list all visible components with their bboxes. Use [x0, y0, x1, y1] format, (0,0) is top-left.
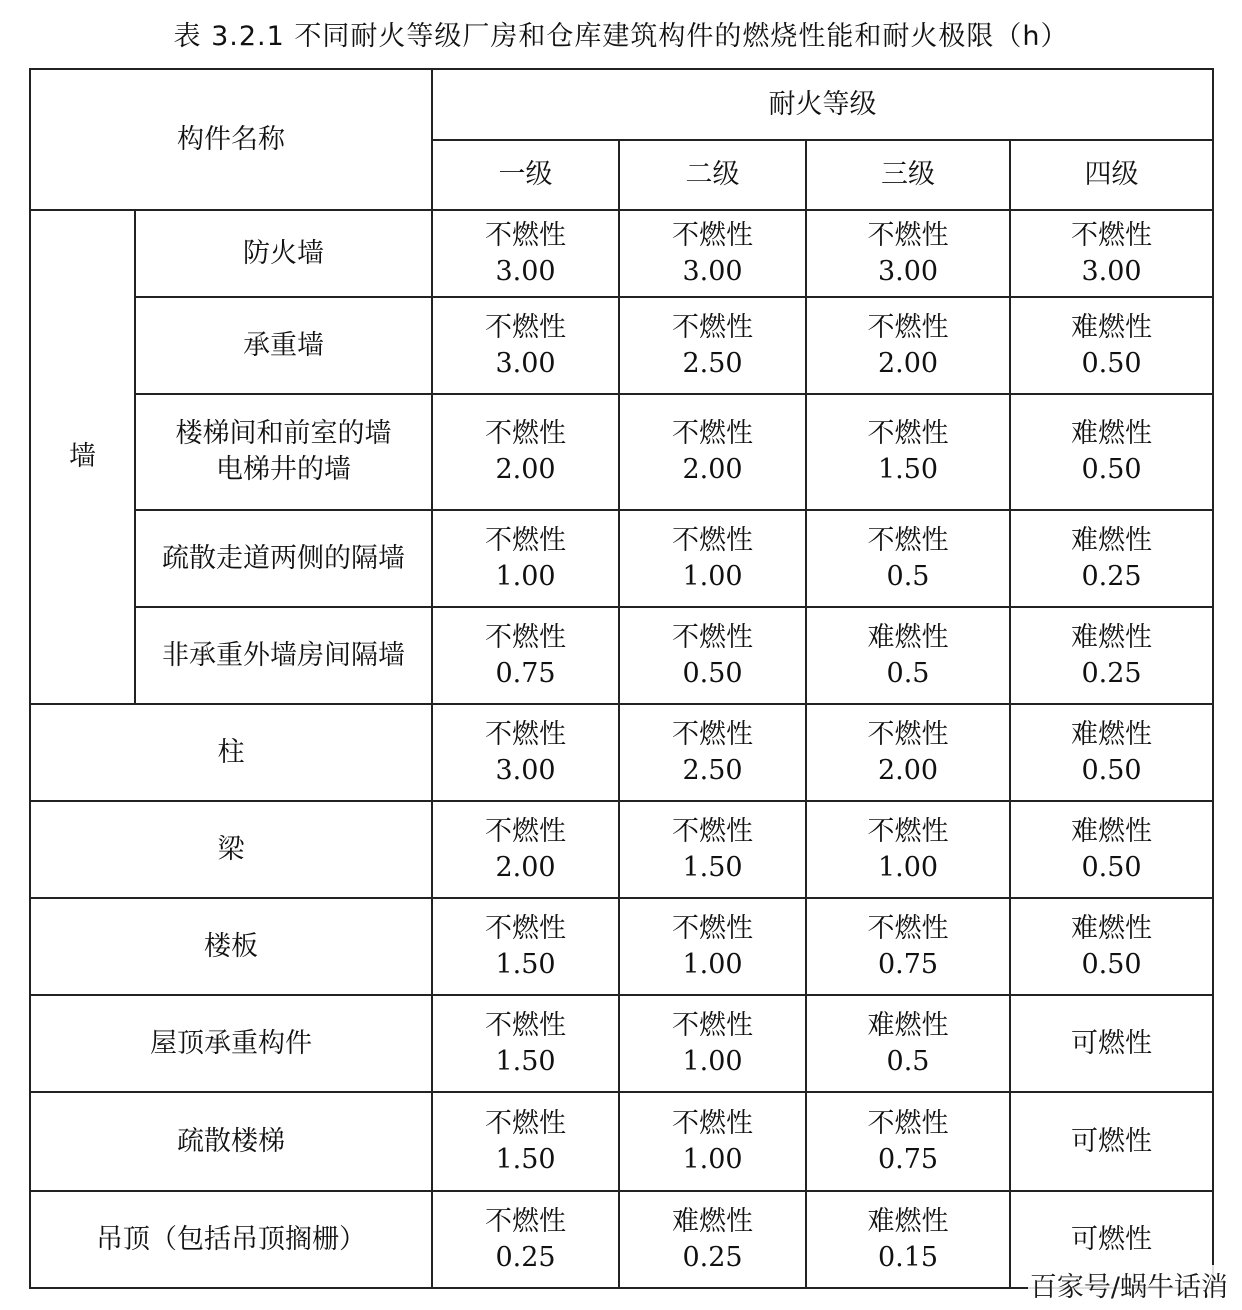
rating-cell [619, 898, 806, 995]
rating-cell-line: 0.25 [1081, 657, 1142, 689]
rating-cell-line: 不燃性 [867, 815, 949, 847]
rating-cell-line: 不燃性 [485, 912, 566, 944]
component-name-cell-line: 楼板 [204, 930, 258, 962]
rating-cell-line: 1.50 [682, 851, 743, 883]
rating-cell [432, 801, 619, 898]
rating-cell-line: 不燃性 [1071, 219, 1152, 251]
rating-cell [1010, 510, 1213, 607]
rating-cell-line: 2.00 [495, 454, 556, 485]
rating-cell-line: 1.00 [877, 851, 939, 883]
table-row [30, 394, 1213, 510]
rating-cell-line: 不燃性 [485, 718, 566, 750]
rating-cell-line: 难燃性 [1071, 815, 1152, 847]
rating-cell-line: 难燃性 [1071, 418, 1152, 449]
table-row [30, 607, 1213, 704]
table-row [30, 801, 1213, 898]
rating-cell-line: 难燃性 [672, 1205, 753, 1237]
rating-cell-line: 1.00 [682, 560, 743, 592]
rating-cell-line: 1.50 [495, 948, 556, 980]
rating-cell [432, 510, 619, 607]
rating-cell-line: 不燃性 [485, 1205, 566, 1237]
header-component-name: 构件名称 [30, 69, 432, 210]
rating-cell [806, 297, 1010, 394]
rating-cell [806, 704, 1010, 801]
rating-cell [1010, 607, 1213, 704]
header-level-2: 二级 [619, 140, 806, 210]
rating-cell-line: 不燃性 [672, 219, 753, 251]
rating-cell-line: 3.00 [1081, 255, 1142, 287]
rating-cell [432, 898, 619, 995]
table-row [30, 995, 1213, 1092]
watermark: 百家号/蜗牛话消 [1028, 1265, 1230, 1304]
rating-cell-line: 可燃性 [1071, 1125, 1152, 1157]
rating-cell [432, 297, 619, 394]
rating-cell-line: 不燃性 [867, 912, 949, 944]
rating-cell [806, 898, 1010, 995]
rating-cell-line: 2.00 [682, 454, 743, 485]
rating-cell-line: 1.50 [495, 1143, 556, 1175]
component-name-cell [30, 704, 432, 801]
rating-cell-line: 0.75 [877, 1143, 939, 1175]
component-name-cell-line: 楼梯间和前室的墙 [175, 418, 392, 449]
component-name-cell-line: 吊顶（包括吊顶搁栅） [96, 1223, 366, 1255]
rating-cell-line: 0.75 [877, 948, 939, 980]
rating-cell-line: 0.50 [1081, 347, 1142, 379]
header-level-4: 四级 [1010, 140, 1213, 210]
rating-cell-line: 2.50 [682, 754, 743, 786]
component-name-cell-line: 屋顶承重构件 [150, 1027, 312, 1059]
rating-cell-line: 0.50 [682, 657, 743, 689]
component-name-cell [135, 210, 432, 297]
rating-cell-line: 不燃性 [672, 1009, 753, 1041]
rating-cell [619, 607, 806, 704]
rating-cell-line: 不燃性 [485, 621, 566, 653]
rating-cell-line: 难燃性 [1071, 718, 1152, 750]
component-name-cell [30, 801, 432, 898]
rating-cell-line: 2.50 [682, 347, 743, 379]
rating-cell [432, 995, 619, 1092]
rating-cell-line: 0.25 [495, 1241, 556, 1273]
rating-cell [432, 704, 619, 801]
component-name-cell [30, 1191, 432, 1288]
table-row [30, 510, 1213, 607]
fire-resistance-table [29, 68, 1214, 1289]
wall-group-label: 墙 [30, 210, 135, 704]
rating-cell [1010, 704, 1213, 801]
rating-cell-line: 不燃性 [867, 1107, 949, 1139]
rating-cell-line: 3.00 [495, 255, 556, 287]
rating-cell-line: 难燃性 [1071, 621, 1152, 653]
component-name-cell [135, 394, 432, 510]
rating-cell-line: 不燃性 [672, 621, 753, 653]
rating-cell [432, 607, 619, 704]
rating-cell-line: 1.50 [495, 1045, 556, 1077]
rating-cell [806, 210, 1010, 297]
rating-cell-line: 2.00 [877, 347, 939, 379]
table-row [30, 297, 1213, 394]
rating-cell-line: 3.00 [877, 255, 939, 287]
component-name-cell [135, 297, 432, 394]
rating-cell [619, 297, 806, 394]
rating-cell [1010, 898, 1213, 995]
table-row [30, 1092, 1213, 1191]
table-row [30, 210, 1213, 297]
rating-cell-line: 不燃性 [485, 219, 566, 251]
rating-cell-line: 不燃性 [867, 718, 949, 750]
rating-cell-line: 0.15 [877, 1241, 939, 1273]
rating-cell [619, 510, 806, 607]
rating-cell-line: 0.5 [886, 657, 930, 689]
rating-cell-line: 可燃性 [1071, 1223, 1152, 1255]
rating-cell-line: 难燃性 [867, 1009, 949, 1041]
rating-cell [619, 210, 806, 297]
table-row [30, 704, 1213, 801]
rating-cell [432, 210, 619, 297]
header-fire-rating: 耐火等级 [432, 69, 1213, 140]
header-level-3: 三级 [806, 140, 1010, 210]
rating-cell-line: 不燃性 [485, 815, 566, 847]
component-name-cell [135, 607, 432, 704]
component-name-cell-line: 疏散走道两侧的隔墙 [162, 542, 405, 574]
rating-cell-line: 3.00 [495, 347, 556, 379]
rating-cell-line: 0.25 [1081, 560, 1142, 592]
header-level-1: 一级 [432, 140, 619, 210]
component-name-cell [30, 995, 432, 1092]
rating-cell-line: 0.50 [1081, 754, 1142, 786]
rating-cell-line: 不燃性 [485, 418, 566, 449]
rating-cell-line: 不燃性 [485, 524, 566, 556]
rating-cell [619, 1092, 806, 1191]
rating-cell-line: 3.00 [495, 754, 556, 786]
rating-cell [1010, 394, 1213, 510]
rating-cell [806, 394, 1010, 510]
rating-cell-line: 1.00 [682, 1143, 743, 1175]
component-name-cell [135, 510, 432, 607]
component-name-cell-line: 梁 [217, 833, 245, 865]
rating-cell [1010, 297, 1213, 394]
rating-cell-line: 不燃性 [672, 815, 753, 847]
table-row [30, 898, 1213, 995]
rating-cell-line: 0.5 [886, 1045, 930, 1077]
rating-cell [619, 995, 806, 1092]
rating-cell-line: 不燃性 [867, 418, 949, 449]
rating-cell-line: 1.50 [877, 454, 939, 485]
rating-cell-line: 0.5 [886, 560, 930, 592]
component-name-cell-line: 柱 [217, 736, 245, 768]
rating-cell [1010, 210, 1213, 297]
rating-cell-line: 1.00 [682, 948, 743, 980]
rating-cell-line: 难燃性 [867, 1205, 949, 1237]
rating-cell-line: 2.00 [877, 754, 939, 786]
rating-cell [806, 1092, 1010, 1191]
rating-cell-line: 不燃性 [672, 524, 753, 556]
rating-cell-line: 1.00 [682, 1045, 743, 1077]
rating-cell-line: 不燃性 [867, 219, 949, 251]
rating-cell [806, 607, 1010, 704]
rating-cell-line: 不燃性 [485, 311, 566, 343]
component-name-cell-line: 防火墙 [243, 237, 324, 269]
component-name-cell-line: 非承重外墙房间隔墙 [162, 639, 405, 671]
rating-cell [1010, 995, 1213, 1092]
rating-cell-line: 不燃性 [672, 311, 753, 343]
rating-cell-line: 0.50 [1081, 454, 1142, 485]
component-name-cell-line: 疏散楼梯 [177, 1125, 285, 1157]
component-name-cell [30, 898, 432, 995]
rating-cell-line: 0.75 [495, 657, 556, 689]
rating-cell-line: 2.00 [495, 851, 556, 883]
table-title: 表 3.2.1 不同耐火等级厂房和仓库建筑构件的燃烧性能和耐火极限（h） [173, 21, 1069, 52]
rating-cell [806, 995, 1010, 1092]
rating-cell [432, 1092, 619, 1191]
rating-cell [432, 1191, 619, 1288]
rating-cell-line: 可燃性 [1071, 1027, 1152, 1059]
rating-cell-line: 0.50 [1081, 851, 1142, 883]
rating-cell [619, 394, 806, 510]
component-name-cell-line: 电梯井的墙 [216, 454, 351, 485]
component-name-cell [30, 1092, 432, 1191]
component-name-cell-line: 承重墙 [243, 329, 324, 361]
rating-cell-line: 难燃性 [1071, 912, 1152, 944]
rating-cell [432, 394, 619, 510]
rating-cell [806, 801, 1010, 898]
rating-cell-line: 不燃性 [867, 311, 949, 343]
rating-cell [806, 510, 1010, 607]
rating-cell [806, 1191, 1010, 1288]
rating-cell-line: 3.00 [682, 255, 743, 287]
rating-cell [619, 1191, 806, 1288]
rating-cell-line: 难燃性 [1071, 311, 1152, 343]
rating-cell [619, 801, 806, 898]
rating-cell-line: 不燃性 [672, 1107, 753, 1139]
rating-cell-line: 不燃性 [867, 524, 949, 556]
rating-cell-line: 难燃性 [1071, 524, 1152, 556]
rating-cell-line: 难燃性 [867, 621, 949, 653]
rating-cell-line: 不燃性 [485, 1009, 566, 1041]
rating-cell-line: 1.00 [495, 560, 556, 592]
rating-cell-line: 不燃性 [672, 718, 753, 750]
rating-cell-line: 0.25 [682, 1241, 743, 1273]
rating-cell-line: 不燃性 [485, 1107, 566, 1139]
rating-cell-line: 不燃性 [672, 418, 753, 449]
rating-cell-line: 不燃性 [672, 912, 753, 944]
rating-cell-line: 0.50 [1081, 948, 1142, 980]
rating-cell [619, 704, 806, 801]
rating-cell [1010, 801, 1213, 898]
rating-cell [1010, 1092, 1213, 1191]
